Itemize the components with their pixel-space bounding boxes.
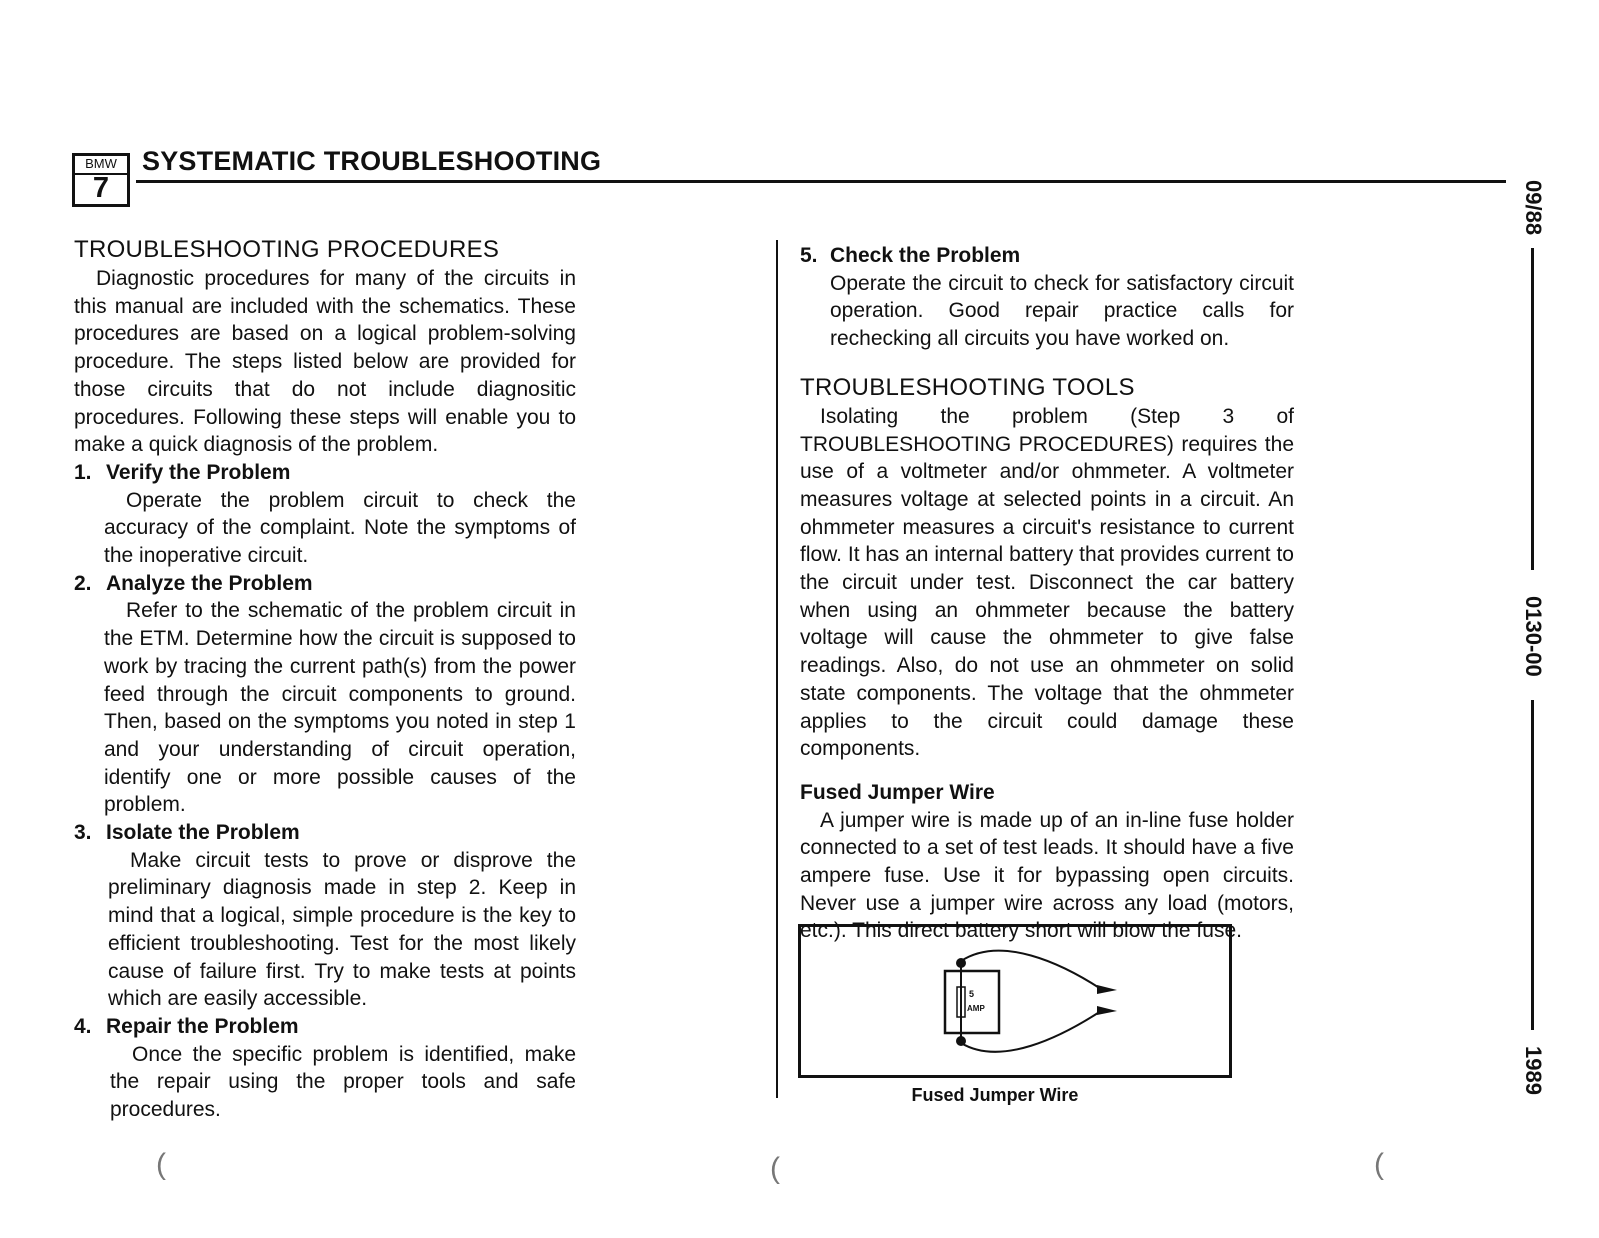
step-5-title: Check the Problem bbox=[830, 244, 1021, 267]
scan-mark-left: ( bbox=[156, 1148, 166, 1181]
fuse-label-amps: 5 bbox=[969, 989, 975, 999]
right-column bbox=[800, 242, 1294, 945]
step-1-text: Operate the problem circuit to check the accuracy of the complaint. Note the symptoms of the inoperative circuit. bbox=[104, 488, 576, 568]
fused-jumper-wire-figure bbox=[798, 924, 1232, 1078]
side-year: 1989 bbox=[1521, 1046, 1546, 1095]
lower-probe-tip bbox=[1097, 1006, 1117, 1015]
step-1-number: 1. bbox=[74, 460, 92, 484]
side-rule-1 bbox=[1531, 248, 1534, 570]
side-section-number: 0130-00 bbox=[1521, 596, 1546, 677]
step-5-number: 5. bbox=[800, 244, 818, 267]
step-2-title: Analyze the Problem bbox=[106, 571, 313, 595]
fuse-holder bbox=[945, 971, 999, 1033]
step-1-title: Verify the Problem bbox=[106, 460, 291, 484]
step-2-text: Refer to the schematic of the problem circuit in the ETM. Determine how the circuit is supposed to work by tracing the current path(s) from the power feed through the circuit components to ground. Then, based on the symptoms you noted in step 1 and your understanding of circuit operation, identify one or more possible causes of the problem. bbox=[104, 599, 576, 817]
fused-jumper-text: A jumper wire is made up of an in-line fuse holder connected to a set of test leads. It should have a five ampere fuse. Use it for bypassing open circuits. Never use a jumper wire across any load (motors, etc.). This direct battery short will blow the fuse. bbox=[800, 808, 1294, 943]
step-1-heading bbox=[74, 459, 576, 487]
step-4-number: 4. bbox=[74, 1014, 92, 1038]
step-5-heading bbox=[800, 242, 1294, 270]
step-3-text: Make circuit tests to prove or disprove the preliminary diagnosis made in step 2. Keep in mind that a logical, simple procedure is the key to efficient troubleshooting. Test for the most likely cause of failure first. Try to make tests at points which are easily accessible. bbox=[108, 848, 576, 1011]
fuse-label-unit: AMP bbox=[967, 1004, 985, 1013]
logo-series-number: 7 bbox=[92, 172, 110, 204]
step-2-number: 2. bbox=[74, 571, 92, 595]
tools-text: Isolating the problem (Step 3 of TROUBLESHOOTING PROCEDURES) requires the use of a voltmeter and/or ohmmeter. A voltmeter measures voltage at selected points in a circuit. An ohmmeter measures a circuit's resistance to current flow. It has an internal battery that provides current to the circuit under test. Disconnect the car battery when using an ohmmeter because the battery voltage will cause the ohmmeter to give false readings. Also, do not use an ohmmeter on solid state components. The voltage that the ohmmeter applies to the circuit could damage these components. bbox=[800, 404, 1294, 761]
lower-test-lead bbox=[961, 1011, 1101, 1052]
header-rule bbox=[136, 180, 1506, 183]
step-3-title: Isolate the Problem bbox=[106, 821, 300, 845]
column-divider bbox=[776, 240, 778, 1098]
step-3-number: 3. bbox=[74, 821, 92, 845]
procedures-intro: Diagnostic procedures for many of the circuits in this manual are included with the schematics. These procedures are based on a logical problem-solving procedure. The steps listed below are provided for those circuits that do not include diagnositic procedures. Following these steps will enable you to make a quick diagnosis of the problem. bbox=[74, 267, 576, 457]
fused-jumper-heading: Fused Jumper Wire bbox=[800, 780, 995, 804]
step-4-title: Repair the Problem bbox=[106, 1014, 299, 1038]
step-2-heading bbox=[74, 570, 576, 598]
step-4-text: Once the specific problem is identified, make the repair using the proper tools and safe procedures. bbox=[110, 1042, 576, 1122]
scan-mark-right: ( bbox=[1374, 1148, 1384, 1181]
fused-jumper-wire-diagram bbox=[801, 927, 1229, 1075]
tools-heading: TROUBLESHOOTING TOOLS bbox=[800, 373, 1135, 401]
logo-brand: BMW bbox=[75, 156, 127, 175]
page-title: SYSTEMATIC TROUBLESHOOTING bbox=[142, 146, 602, 176]
bmw-logo-box bbox=[72, 153, 130, 207]
side-date: 09/88 bbox=[1521, 180, 1546, 236]
step-4-heading bbox=[74, 1013, 576, 1041]
step-5-text: Operate the circuit to check for satisfactory circuit operation. Good repair practice calls for rechecking all circuits you have worked on. bbox=[830, 271, 1294, 351]
step-3-heading bbox=[74, 819, 576, 847]
figure-caption: Fused Jumper Wire bbox=[911, 1085, 1079, 1105]
left-column bbox=[74, 235, 576, 1124]
scan-mark-center: ( bbox=[770, 1152, 780, 1185]
procedures-heading: TROUBLESHOOTING PROCEDURES bbox=[74, 236, 500, 263]
side-rule-2 bbox=[1531, 700, 1534, 1030]
upper-probe-tip bbox=[1097, 985, 1117, 994]
